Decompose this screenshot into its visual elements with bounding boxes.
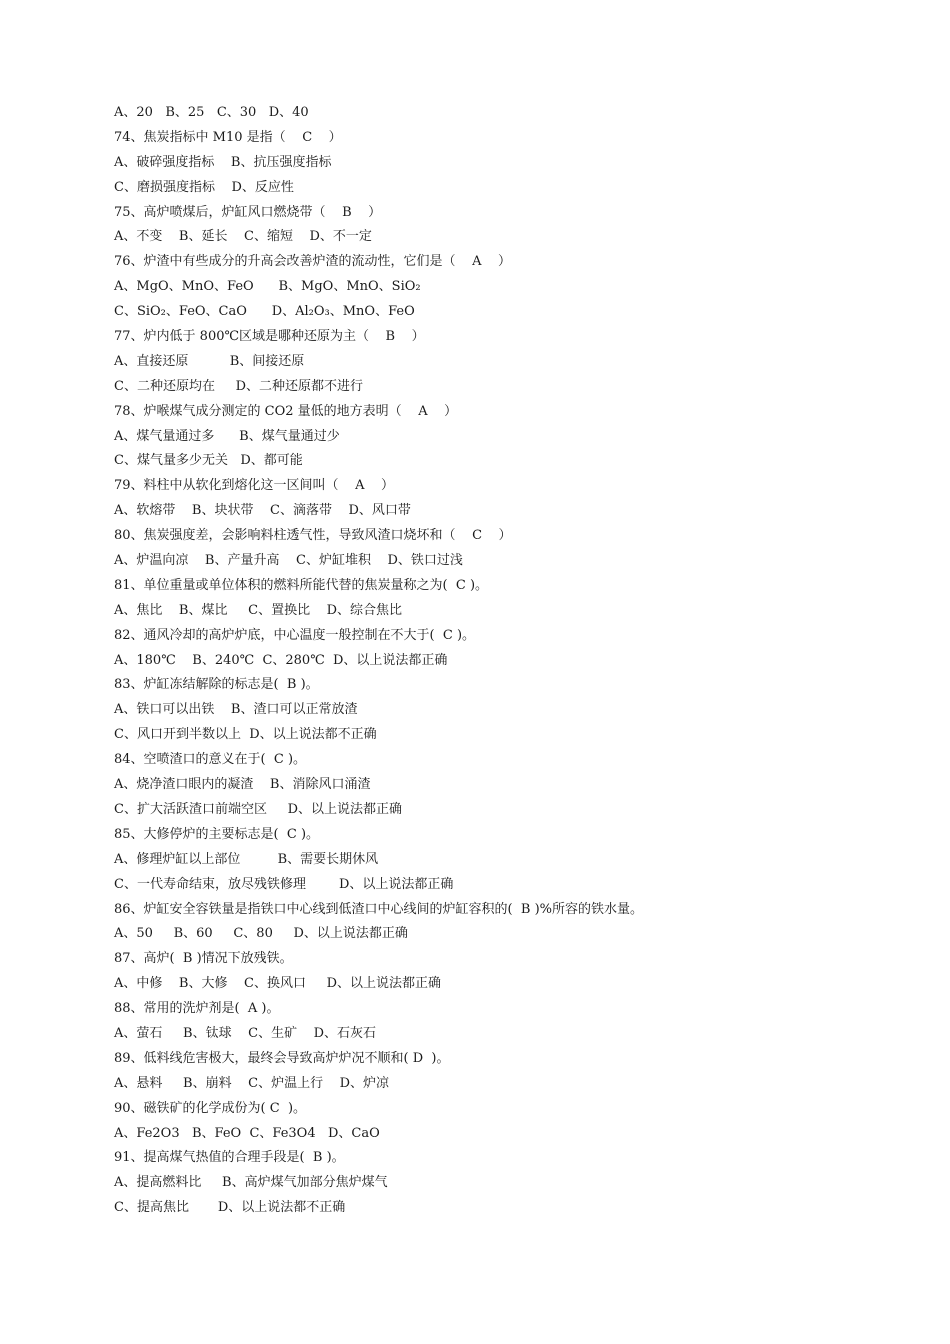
question-line: 86、炉缸安全容铁量是指铁口中心线到低渣口中心线间的炉缸容积的( B )%所容的铁水量。 [114, 901, 643, 917]
option-line: A、破碎强度指标 B、抗压强度指标 [114, 154, 332, 170]
option-line: C、风口开到半数以上 D、以上说法都不正确 [114, 727, 377, 743]
option-line: A、提高燃料比 B、高炉煤气加部分焦炉煤气 [114, 1175, 388, 1191]
option-line: A、不变 B、延长 C、缩短 D、不一定 [114, 229, 372, 245]
question-line: 78、炉喉煤气成分测定的 CO2 量低的地方表明（ A ） [114, 403, 458, 419]
option-line: C、扩大活跃渣口前端空区 D、以上说法都正确 [114, 801, 403, 817]
option-line: A、悬料 B、崩料 C、炉温上行 D、炉凉 [114, 1075, 390, 1091]
option-line: A、直接还原 B、间接还原 [114, 353, 305, 369]
question-list [114, 102, 914, 1222]
question-line: 74、焦炭指标中 M10 是指（ C ） [114, 129, 342, 145]
option-line: A、MgO、MnO、FeO B、MgO、MnO、SiO₂ [114, 279, 421, 295]
question-line: 82、通风冷却的高炉炉底，中心温度一般控制在不大于( C )。 [114, 627, 476, 643]
question-line: 75、高炉喷煤后，炉缸风口燃烧带（ B ） [114, 204, 382, 220]
question-line: 85、大修停炉的主要标志是( C )。 [114, 826, 320, 842]
question-line: 87、高炉( B )情况下放残铁。 [114, 951, 293, 967]
question-line: 90、磁铁矿的化学成份为( C )。 [114, 1100, 307, 1116]
question-line: 79、料柱中从软化到熔化这一区间叫（ A ） [114, 478, 394, 494]
option-line: C、二种还原均在 D、二种还原都不进行 [114, 378, 364, 394]
question-line: 80、焦炭强度差，会影响料柱透气性，导致风渣口烧坏和（ C ） [114, 528, 512, 544]
option-line: A、焦比 B、煤比 C、置换比 D、综合焦比 [114, 602, 403, 618]
option-line: C、提高焦比 D、以上说法都不正确 [114, 1200, 346, 1216]
option-line: A、软熔带 B、块状带 C、滴落带 D、风口带 [114, 503, 411, 519]
option-line: A、中修 B、大修 C、换风口 D、以上说法都正确 [114, 976, 442, 992]
option-line: A、铁口可以出铁 B、渣口可以正常放渣 [114, 702, 358, 718]
option-line: A、炉温向凉 B、产量升高 C、炉缸堆积 D、铁口过浅 [114, 553, 463, 569]
option-line: A、烧净渣口眼内的凝渣 B、消除风口涌渣 [114, 777, 371, 793]
option-line: C、磨损强度指标 D、反应性 [114, 179, 294, 195]
question-line: 76、炉渣中有些成分的升高会改善炉渣的流动性，它们是（ A ） [114, 254, 511, 270]
option-line: A、修理炉缸以上部位 B、需要长期休风 [114, 851, 379, 867]
option-line: A、50 B、60 C、80 D、以上说法都正确 [114, 926, 408, 942]
option-line: C、SiO₂、FeO、CaO D、Al₂O₃、MnO、FeO [114, 304, 415, 320]
question-line: 89、低料线危害极大，最终会导致高炉炉况不顺和( D )。 [114, 1050, 450, 1066]
question-line: 83、炉缸冻结解除的标志是( B )。 [114, 677, 319, 693]
question-line: 88、常用的洗炉剂是( A )。 [114, 1001, 280, 1017]
text-line: A、20 B、25 C、30 D、40 [114, 105, 309, 120]
option-line: C、一代寿命结束，放尽残铁修理 D、以上说法都正确 [114, 876, 454, 892]
option-line: A、180℃ B、240℃ C、280℃ D、以上说法都正确 [114, 652, 448, 668]
option-line: A、Fe2O3 B、FeO C、Fe3O4 D、CaO [114, 1125, 380, 1141]
option-line: C、煤气量多少无关 D、都可能 [114, 453, 303, 469]
question-line: 84、空喷渣口的意义在于( C )。 [114, 752, 307, 768]
question-line: 77、炉内低于 800℃区域是哪种还原为主（ B ） [114, 329, 425, 345]
option-line: A、萤石 B、钛球 C、生矿 D、石灰石 [114, 1025, 377, 1041]
option-line: A、煤气量通过多 B、煤气量通过少 [114, 428, 340, 444]
question-line: 91、提高煤气热值的合理手段是( B )。 [114, 1150, 345, 1166]
question-line: 81、单位重量或单位体积的燃料所能代替的焦炭量称之为( C )。 [114, 577, 489, 593]
